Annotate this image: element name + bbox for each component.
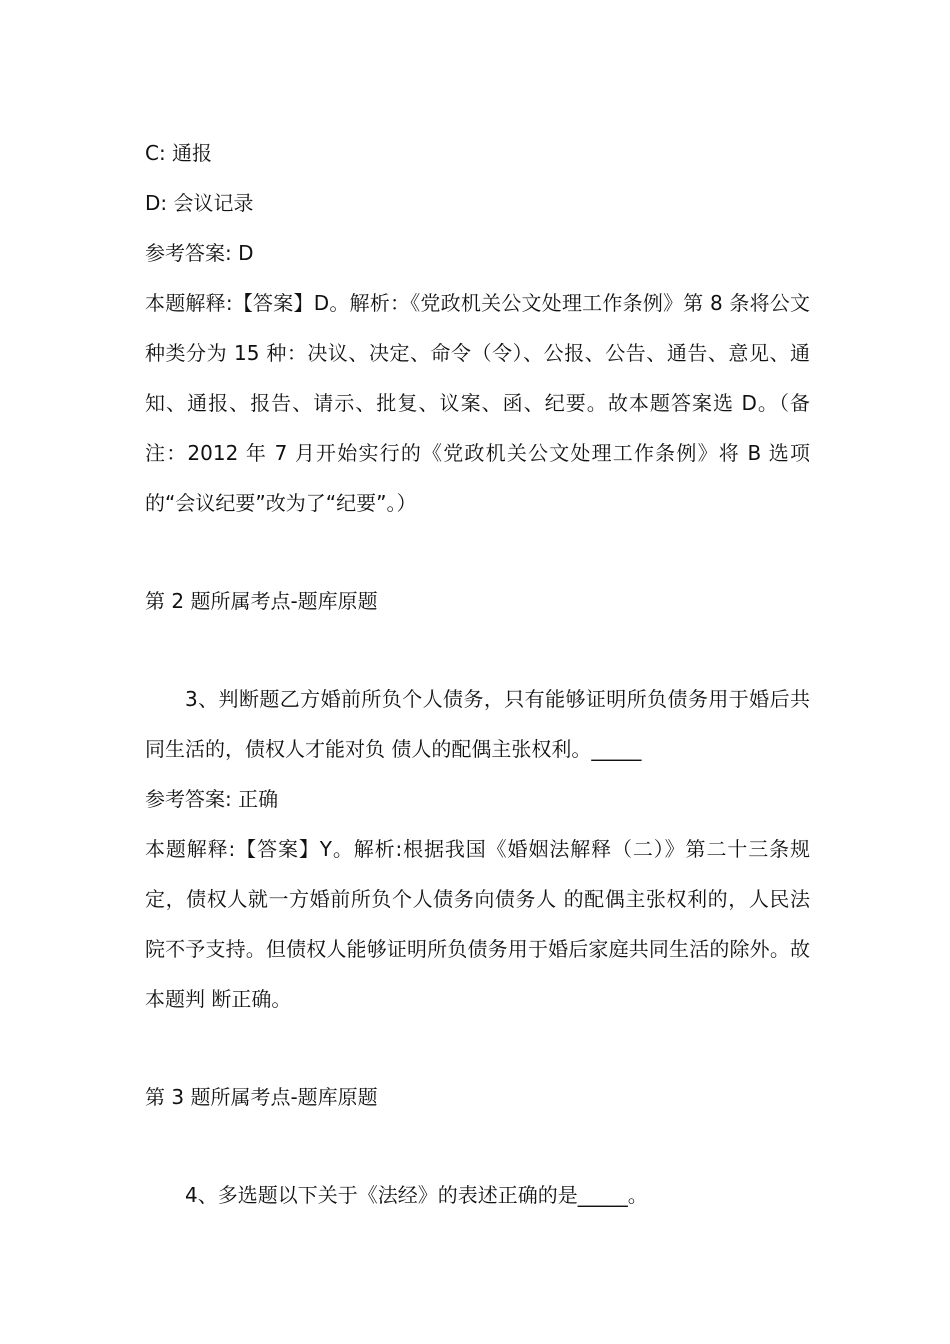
spacer (145, 528, 810, 576)
document-content (145, 128, 810, 1220)
option-d: D: 会议记录 (145, 191, 254, 215)
spacer (145, 626, 810, 674)
question-text: 3、判断题乙方婚前所负个人债务，只有能够证明所负债务用于婚后共同生活的，债权人才能对负 债人的配偶主张权利。_____ (145, 687, 810, 761)
option-c: C: 通报 (145, 141, 213, 165)
reference-answer: 参考答案: 正确 (145, 787, 279, 811)
answer-explanation: 本题解释:【答案】Y。解析:根据我国《婚姻法解释（二）》第二十三条规定，债权人就一方婚前所负个人债务向债务人 的配偶主张权利的，人民法院不予支持。但债权人能够证明所负债务用于婚后家庭共同生活的除外。故本题判 断正确。 (145, 837, 810, 1011)
reference-answer: 参考答案: D (145, 241, 254, 265)
answer-explanation: 本题解释:【答案】D。解析：《党政机关公文处理工作条例》第 8 条将公文种类分为 15 种：决议、决定、命令（令）、公报、公告、通告、意见、通知、通报、报告、请示、批复、议案、函、纪要。故本题答案选 D。（备注：2012 年 7 月开始实行的《党政机关公文处理工作条例》将 B 选项的“会议纪要”改为了“纪要”。） (145, 291, 810, 515)
spacer (145, 1024, 810, 1072)
question-text: 4、多选题以下关于《法经》的表述正确的是_____。 (185, 1183, 648, 1207)
spacer (145, 1122, 810, 1170)
question-source-label: 第 3 题所属考点-题库原题 (145, 1085, 378, 1109)
question-source-label: 第 2 题所属考点-题库原题 (145, 589, 378, 613)
